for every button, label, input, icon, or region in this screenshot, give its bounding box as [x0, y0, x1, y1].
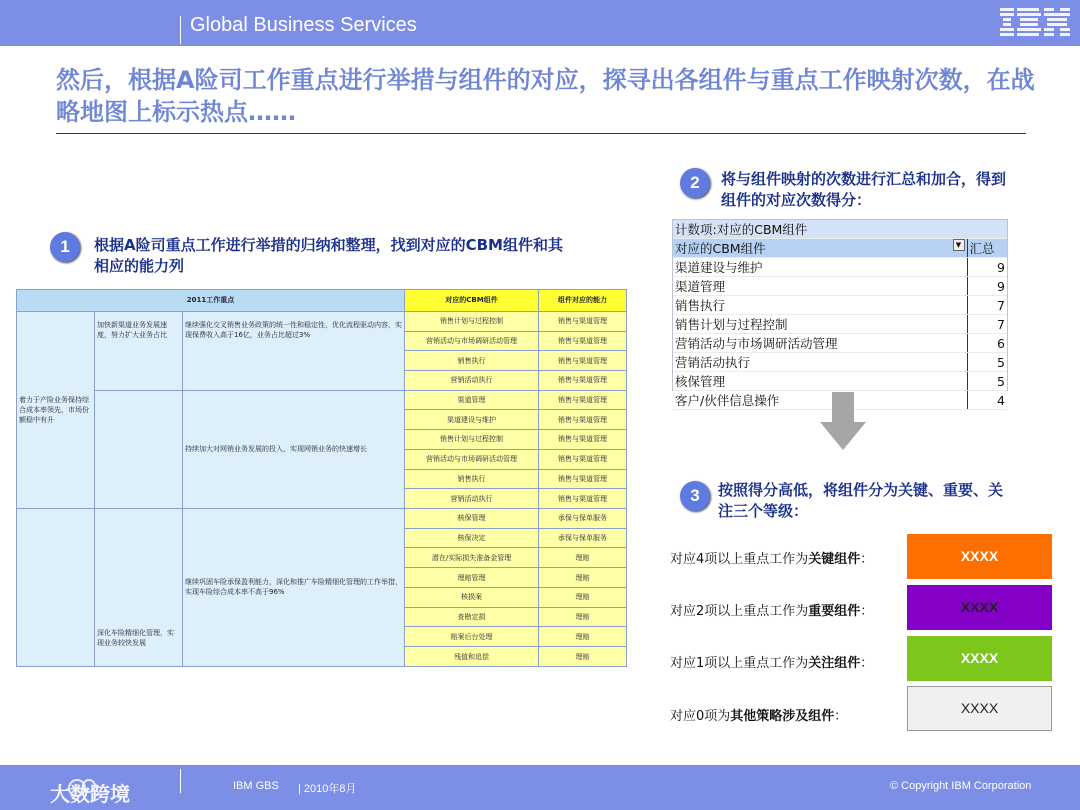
step-1-badge: 1	[50, 232, 80, 262]
table-row-capability: 理赔	[539, 587, 627, 607]
table-row: 销售执行	[405, 469, 539, 489]
table-row: 赔案后台处理	[405, 627, 539, 647]
dropdown-arrow-icon[interactable]: ▼	[953, 239, 965, 251]
table-row-capability: 理赔	[539, 647, 627, 667]
table-row-capability: 理赔	[539, 627, 627, 647]
table-row: 残值和追偿	[405, 647, 539, 667]
footer-date: | 2010年8月	[298, 783, 357, 795]
table-row: 营销活动执行	[405, 489, 539, 509]
table-row-capability: 销售与渠道管理	[539, 331, 627, 351]
level-label-important	[670, 600, 873, 619]
pivot-field-label: 对应的CBM组件	[675, 241, 766, 256]
pivot-row-count: 4	[967, 391, 1007, 410]
level-label-pre: 对应1项以上重点工作为	[670, 656, 809, 671]
goal-cell: 着力于产险业务保持综合成本率领先，市场份额稳中有升	[17, 311, 95, 508]
header-focus: 2011工作重点	[17, 290, 405, 312]
pivot-field-header[interactable]	[673, 239, 967, 258]
pivot-row-count: 5	[967, 372, 1007, 391]
level-box-other: XXXX	[907, 686, 1052, 731]
pivot-row-name: 渠道建设与维护	[673, 258, 967, 277]
table-row: 核保管理	[405, 508, 539, 528]
pivot-row-name: 销售执行	[673, 296, 967, 315]
table-row: 潜在/实际损失准备金管理	[405, 548, 539, 568]
level-label-post: ：	[860, 604, 874, 619]
step-1-text: 根据A险司重点工作进行举措的归纳和整理，找到对应的CBM组件和其相应的能力列	[94, 236, 563, 275]
pivot-row-name: 营销活动执行	[673, 353, 967, 372]
level-label-attention	[670, 652, 873, 671]
level-label-bold: 重要组件	[808, 604, 861, 619]
pivot-row-count: 9	[967, 277, 1007, 296]
focus-mapping-table	[16, 289, 627, 667]
header-component: 对应的CBM组件	[405, 290, 539, 312]
watermark-text: 大数跨境	[50, 782, 130, 806]
step-2-text: 将与组件映射的次数进行汇总和加合，得到组件的对应次数得分：	[721, 170, 1007, 209]
level-label-pre: 对应0项为	[670, 709, 731, 724]
table-row-capability: 销售与渠道管理	[539, 430, 627, 450]
table-row-capability: 承保与保单服务	[539, 528, 627, 548]
footer-copyright: © Copyright IBM Corporation	[890, 780, 1032, 792]
table-row-capability: 销售与渠道管理	[539, 489, 627, 509]
table-row-capability: 销售与渠道管理	[539, 449, 627, 469]
table-row-capability: 销售与渠道管理	[539, 390, 627, 410]
table-row-capability: 理赔	[539, 568, 627, 588]
header-bar	[0, 0, 1080, 46]
table-row: 销售执行	[405, 351, 539, 371]
table-row-capability: 承保与保单服务	[539, 508, 627, 528]
pivot-row-name: 渠道管理	[673, 277, 967, 296]
table-row: 销售计划与过程控制	[405, 311, 539, 331]
header-title: Global Business Services	[190, 14, 417, 36]
level-label-other	[670, 705, 847, 724]
level-label-post: ：	[860, 552, 874, 567]
pivot-row-count: 7	[967, 296, 1007, 315]
table-row-capability: 销售与渠道管理	[539, 370, 627, 390]
table-row: 核损案	[405, 587, 539, 607]
step-3-badge: 3	[680, 481, 710, 511]
measure-cell-1: 继续强化交叉销售业务政策的统一性和稳定性，优化流程驱动内容，实现保费收入高于16亿，业务占比超过3%	[183, 311, 405, 390]
ibm-logo	[1000, 6, 1072, 38]
pivot-row-count: 7	[967, 315, 1007, 334]
level-box-attention: XXXX	[907, 636, 1052, 681]
subgoal-cell-2: 深化车险精细化管理，实现业务较快发展	[95, 508, 183, 666]
level-label-key	[670, 548, 873, 567]
pivot-row-name: 核保管理	[673, 372, 967, 391]
pivot-table	[672, 219, 1008, 408]
level-label-bold: 其他策略涉及组件	[730, 709, 835, 724]
pivot-row-name: 客户/伙伴信息操作	[673, 391, 967, 410]
header-capability: 组件对应的能力	[539, 290, 627, 312]
table-row: 渠道建设与维护	[405, 410, 539, 430]
step-3-text: 按照得分高低，将组件分为关键、重要、关注三个等级：	[718, 481, 1004, 520]
title-divider	[56, 133, 1026, 134]
table-row: 营销活动与市场调研活动管理	[405, 449, 539, 469]
pivot-row-count: 5	[967, 353, 1007, 372]
level-label-bold: 关注组件	[808, 656, 861, 671]
pivot-row-name: 营销活动与市场调研活动管理	[673, 334, 967, 353]
table-row: 查勘定损	[405, 607, 539, 627]
level-box-key: XXXX	[907, 534, 1052, 579]
measure-cell-3: 继续巩固车险承保盈利能力，深化和推广车险精细化管理的工作举措，实现车险综合成本率不高于96%	[183, 508, 405, 666]
table-row: 营销活动执行	[405, 370, 539, 390]
table-row-capability: 销售与渠道管理	[539, 469, 627, 489]
pivot-sum-header: 汇总	[967, 239, 1007, 258]
table-row: 渠道管理	[405, 390, 539, 410]
table-row-capability: 销售与渠道管理	[539, 311, 627, 331]
table-row: 核保决定	[405, 528, 539, 548]
level-box-important: XXXX	[907, 585, 1052, 630]
level-label-post: ：	[860, 656, 874, 671]
goal-cell-empty	[17, 508, 95, 666]
table-row: 销售计划与过程控制	[405, 430, 539, 450]
level-label-bold: 关键组件	[808, 552, 861, 567]
subgoal-cell-empty	[95, 390, 183, 508]
footer-company: IBM GBS	[233, 780, 279, 792]
pivot-row-name: 销售计划与过程控制	[673, 315, 967, 334]
step-2-badge: 2	[680, 168, 710, 198]
table-row-capability: 理赔	[539, 607, 627, 627]
footer-separator	[180, 769, 181, 793]
pivot-row-count: 9	[967, 258, 1007, 277]
table-row-capability: 销售与渠道管理	[539, 410, 627, 430]
measure-cell-2: 持续加大对网销业务发展的投入，实现网销业务的快速增长	[183, 390, 405, 508]
level-label-post: ：	[834, 709, 848, 724]
subgoal-cell-1: 加快新渠道业务发展速度，努力扩大业务占比	[95, 311, 183, 390]
table-row: 营销活动与市场调研活动管理	[405, 331, 539, 351]
table-row-capability: 销售与渠道管理	[539, 351, 627, 371]
level-label-pre: 对应2项以上重点工作为	[670, 604, 809, 619]
slide-title: 然后，根据A险司工作重点进行举措与组件的对应，探寻出各组件与重点工作映射次数，在战略地图上标示热点……	[56, 66, 1035, 126]
pivot-header: 计数项:对应的CBM组件	[673, 220, 1007, 239]
table-row-capability: 理赔	[539, 548, 627, 568]
table-row: 理赔管理	[405, 568, 539, 588]
pivot-row-count: 6	[967, 334, 1007, 353]
level-label-pre: 对应4项以上重点工作为	[670, 552, 809, 567]
header-separator	[180, 16, 181, 44]
down-arrow-icon	[820, 392, 866, 450]
